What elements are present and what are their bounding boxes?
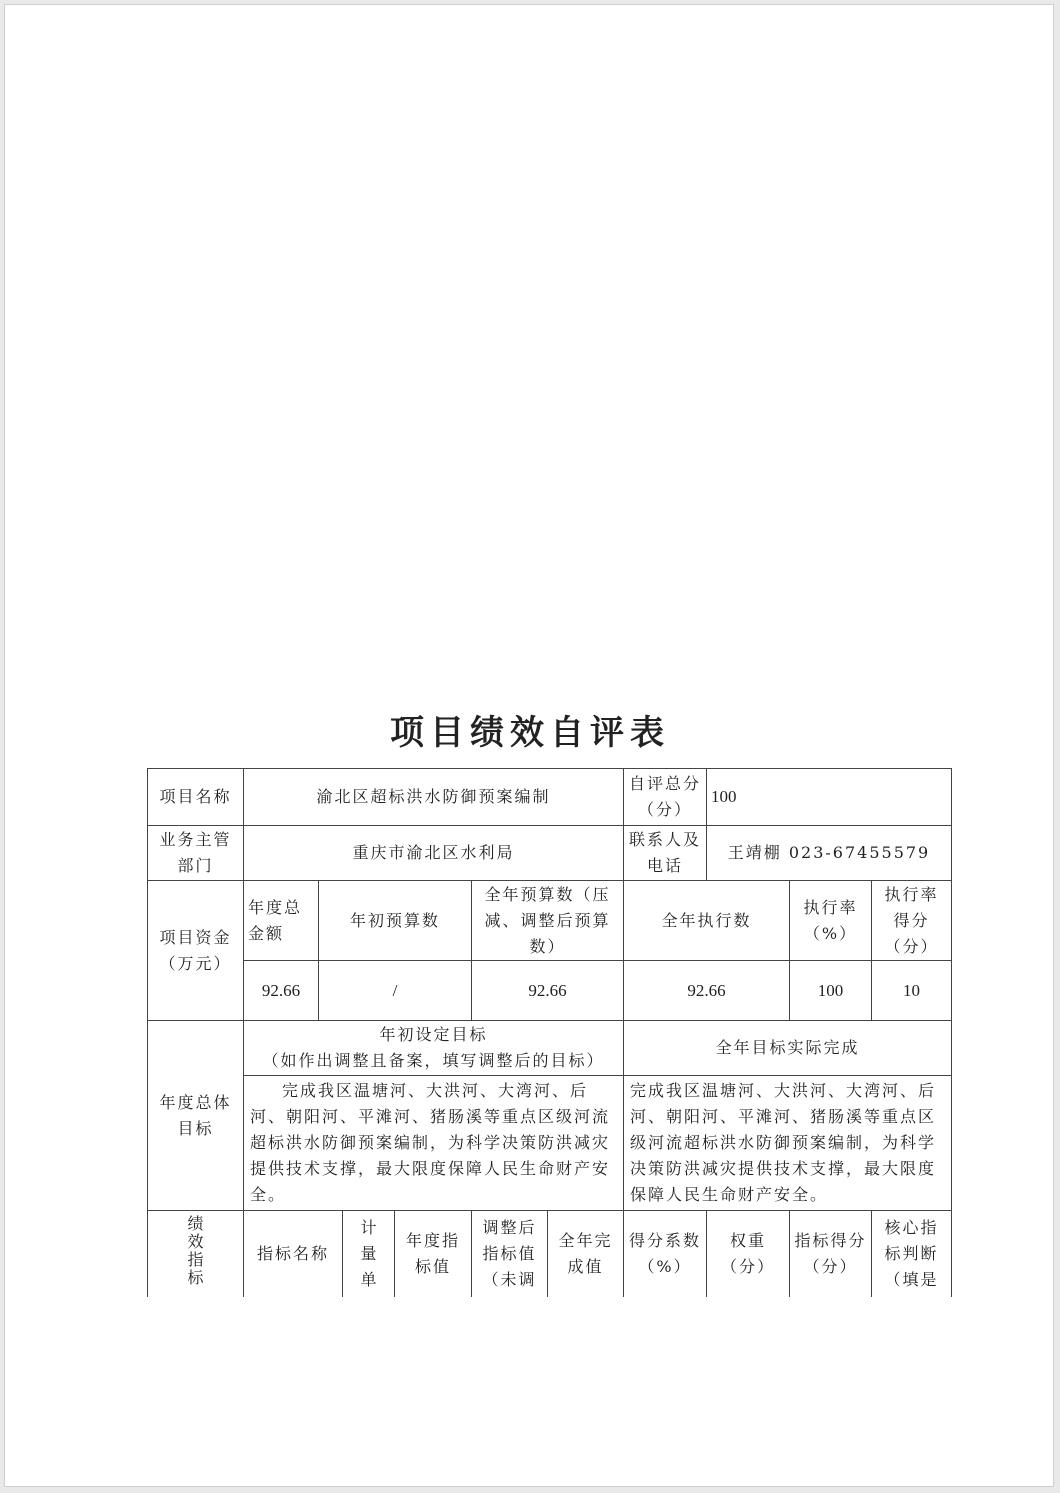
- funds-value-executed: 92.66: [624, 961, 790, 1021]
- row-department: [148, 826, 952, 881]
- goals-actual-header: 全年目标实际完成: [624, 1021, 952, 1076]
- funds-header-executed: 全年执行数: [624, 881, 790, 961]
- indicator-header-name: 指标名称: [244, 1211, 343, 1297]
- project-name-value: 渝北区超标洪水防御预案编制: [244, 769, 624, 826]
- contact-value: 王靖棚 023-67455579: [707, 826, 952, 881]
- goals-initial-header-line2: （如作出调整且备案，填写调整后的目标）: [262, 1051, 605, 1070]
- funds-header-rate-score: 执行率得分（分）: [872, 881, 952, 961]
- indicator-header-unit-text: 计量单: [360, 1218, 379, 1289]
- funds-header-annual: 全年预算数（压减、调整后预算数）: [472, 881, 624, 961]
- row-goals-text: [148, 1076, 952, 1211]
- row-funds-header: [148, 881, 952, 961]
- row-indicators-header: [148, 1211, 952, 1297]
- department-label: 业务主管部门: [148, 826, 244, 881]
- funds-value-rate: 100: [790, 961, 872, 1021]
- indicator-header-score: 指标得分（分）: [790, 1211, 872, 1297]
- score-value: 100: [707, 769, 952, 826]
- goals-initial-text: 完成我区温塘河、大洪河、大湾河、后河、朝阳河、平滩河、猪肠溪等重点区级河流超标洪水防御预案编制，为科学决策防洪减灾提供技术支撑，最大限度保障人民生命财产安全。: [244, 1076, 624, 1211]
- funds-value-total: 92.66: [244, 961, 319, 1021]
- row-project-name: [148, 769, 952, 826]
- project-name-label: 项目名称: [148, 769, 244, 826]
- score-label: 自评总分（分）: [624, 769, 707, 826]
- funds-header-initial: 年初预算数: [319, 881, 472, 961]
- contact-label: 联系人及电话: [624, 826, 707, 881]
- goals-label: 年度总体目标: [148, 1021, 244, 1211]
- row-funds-values: [148, 961, 952, 1021]
- indicator-header-annual: 年度指标值: [395, 1211, 472, 1297]
- funds-header-rate: 执行率（%）: [790, 881, 872, 961]
- goals-initial-header: [244, 1021, 624, 1076]
- indicator-header-completed: 全年完成值: [548, 1211, 624, 1297]
- indicators-label-text: 绩效指标: [187, 1214, 204, 1287]
- indicator-header-weight: 权重（分）: [707, 1211, 790, 1297]
- goals-initial-header-line1: 年初设定目标: [379, 1025, 488, 1044]
- page-title: 项目绩效自评表: [390, 713, 670, 753]
- indicator-header-coefficient: 得分系数（%）: [624, 1211, 707, 1297]
- funds-value-initial: /: [319, 961, 472, 1021]
- indicator-header-unit: [343, 1211, 395, 1297]
- indicators-label: [148, 1211, 244, 1297]
- funds-value-rate-score: 10: [872, 961, 952, 1021]
- funds-label: 项目资金（万元）: [148, 881, 244, 1021]
- indicator-header-adjusted: 调整后指标值（未调: [472, 1211, 548, 1297]
- department-value: 重庆市渝北区水利局: [244, 826, 624, 881]
- funds-header-total: 年度总金额: [244, 881, 319, 961]
- self-evaluation-table: [147, 768, 952, 1297]
- row-goals-header: [148, 1021, 952, 1076]
- goals-actual-text: 完成我区温塘河、大洪河、大湾河、后河、朝阳河、平滩河、猪肠溪等重点区级河流超标洪水防御预案编制，为科学决策防洪减灾提供技术支撑，最大限度保障人民生命财产安全。: [624, 1076, 952, 1211]
- document-page: [4, 4, 1054, 1487]
- funds-value-annual: 92.66: [472, 961, 624, 1021]
- indicator-header-core: 核心指标判断（填是: [872, 1211, 952, 1297]
